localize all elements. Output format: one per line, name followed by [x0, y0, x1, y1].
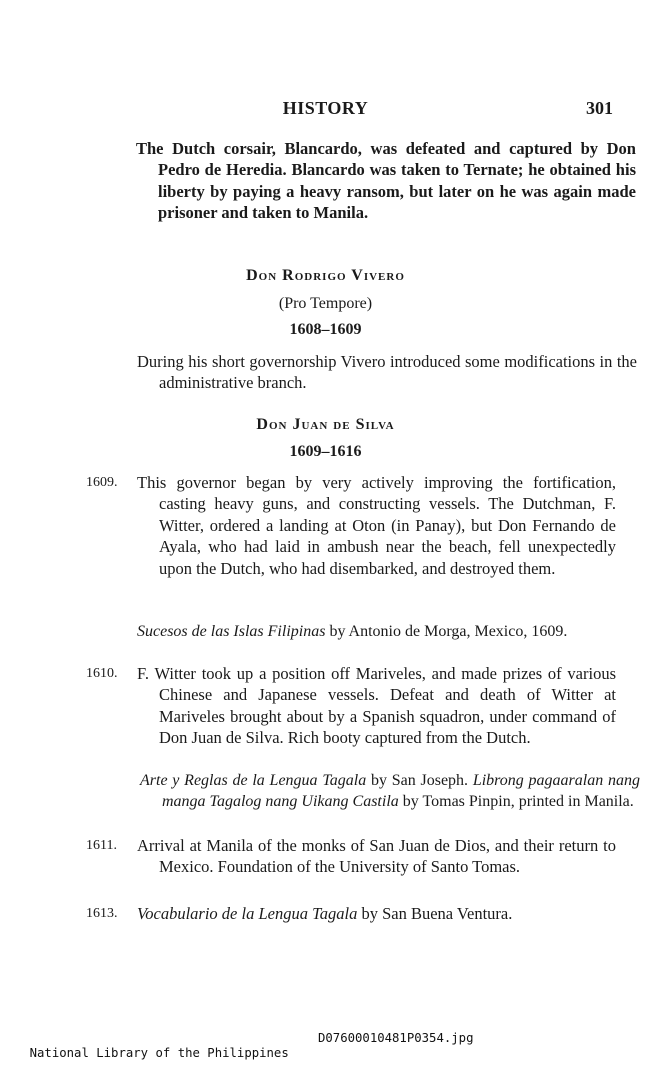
reference-details-2: by Tomas Pinpin, printed in Manila.	[398, 793, 634, 811]
reference-title-2: Librong pagaaralan nang manga Tagalog nang Uikang Castila	[162, 772, 640, 811]
entry-year: 1609.	[86, 475, 118, 490]
intro-paragraph: The Dutch corsair, Blancardo, was defeated and captured by Don Pedro de Heredia. Blancardo was taken to Ternate; he obtained his liberty by paying a heavy ransom, but later on he was again made prisoner and taken to Manila.	[136, 139, 636, 222]
section-subtitle: (Pro Tempore)	[278, 295, 373, 312]
entry-title: Vocabulario de la Lengua Tagala	[137, 904, 358, 923]
vivero-paragraph: During his short governorship Vivero introduced some modifications in the administrative branch.	[137, 352, 637, 393]
section-heading-vivero: Don Rodrigo Vivero	[246, 267, 405, 284]
entry-year: 1610.	[86, 666, 118, 681]
entry-text	[137, 903, 616, 924]
footer-library: National Library of the Philippines	[29, 1046, 289, 1060]
chronology-entry	[86, 663, 616, 749]
chronology-entry	[86, 903, 616, 924]
reference-title: Sucesos de las Islas Filipinas	[137, 623, 326, 640]
chronology-entry	[86, 472, 616, 579]
entry-text: Arrival at Manila of the monks of San Juan de Dios, and their return to Mexico. Foundation of the University of Santo Tomas.	[137, 836, 616, 877]
page-header-title: HISTORY	[282, 98, 369, 118]
entry-year: 1611.	[86, 838, 117, 853]
section-heading-silva: Don Juan de Silva	[256, 416, 395, 433]
chronology-entry	[86, 835, 616, 878]
entry-text: This governor began by very actively improving the fortification, casting heavy guns, and constructing vessels. The Dutchman, F. Witter, ordered a landing at Oton (in Panay), but Don Fernando de Ayala, who had laid in ambush near the beach, fell unexpectedly upon the Dutch, who had disembarked, and destroyed them.	[137, 473, 616, 578]
page-number: 301	[586, 98, 613, 118]
entry-title-rest: by San Buena Ventura.	[357, 904, 513, 923]
reference-title: Arte y Reglas de la Lengua Tagala	[140, 772, 367, 789]
reference-details: by Antonio de Morga, Mexico, 1609.	[325, 623, 568, 640]
section-years-vivero: 1608–1609	[289, 321, 362, 338]
entry-reference	[137, 621, 637, 642]
section-years-silva: 1609–1616	[289, 443, 362, 460]
scan-footer	[0, 1031, 651, 1060]
reference-details: by San Joseph.	[366, 772, 473, 789]
entry-text: F. Witter took up a position off Mariveles, and made prizes of various Chinese and Japanese vessels. Defeat and death of Witter at Mariveles brought about by a Spanish squadron, under command of Don Juan de Silva. Rich booty captured from the Dutch.	[137, 664, 616, 748]
entry-year: 1613.	[86, 906, 118, 921]
footer-filename: D07600010481P0354.jpg	[318, 1031, 474, 1045]
entry-reference	[140, 770, 640, 813]
